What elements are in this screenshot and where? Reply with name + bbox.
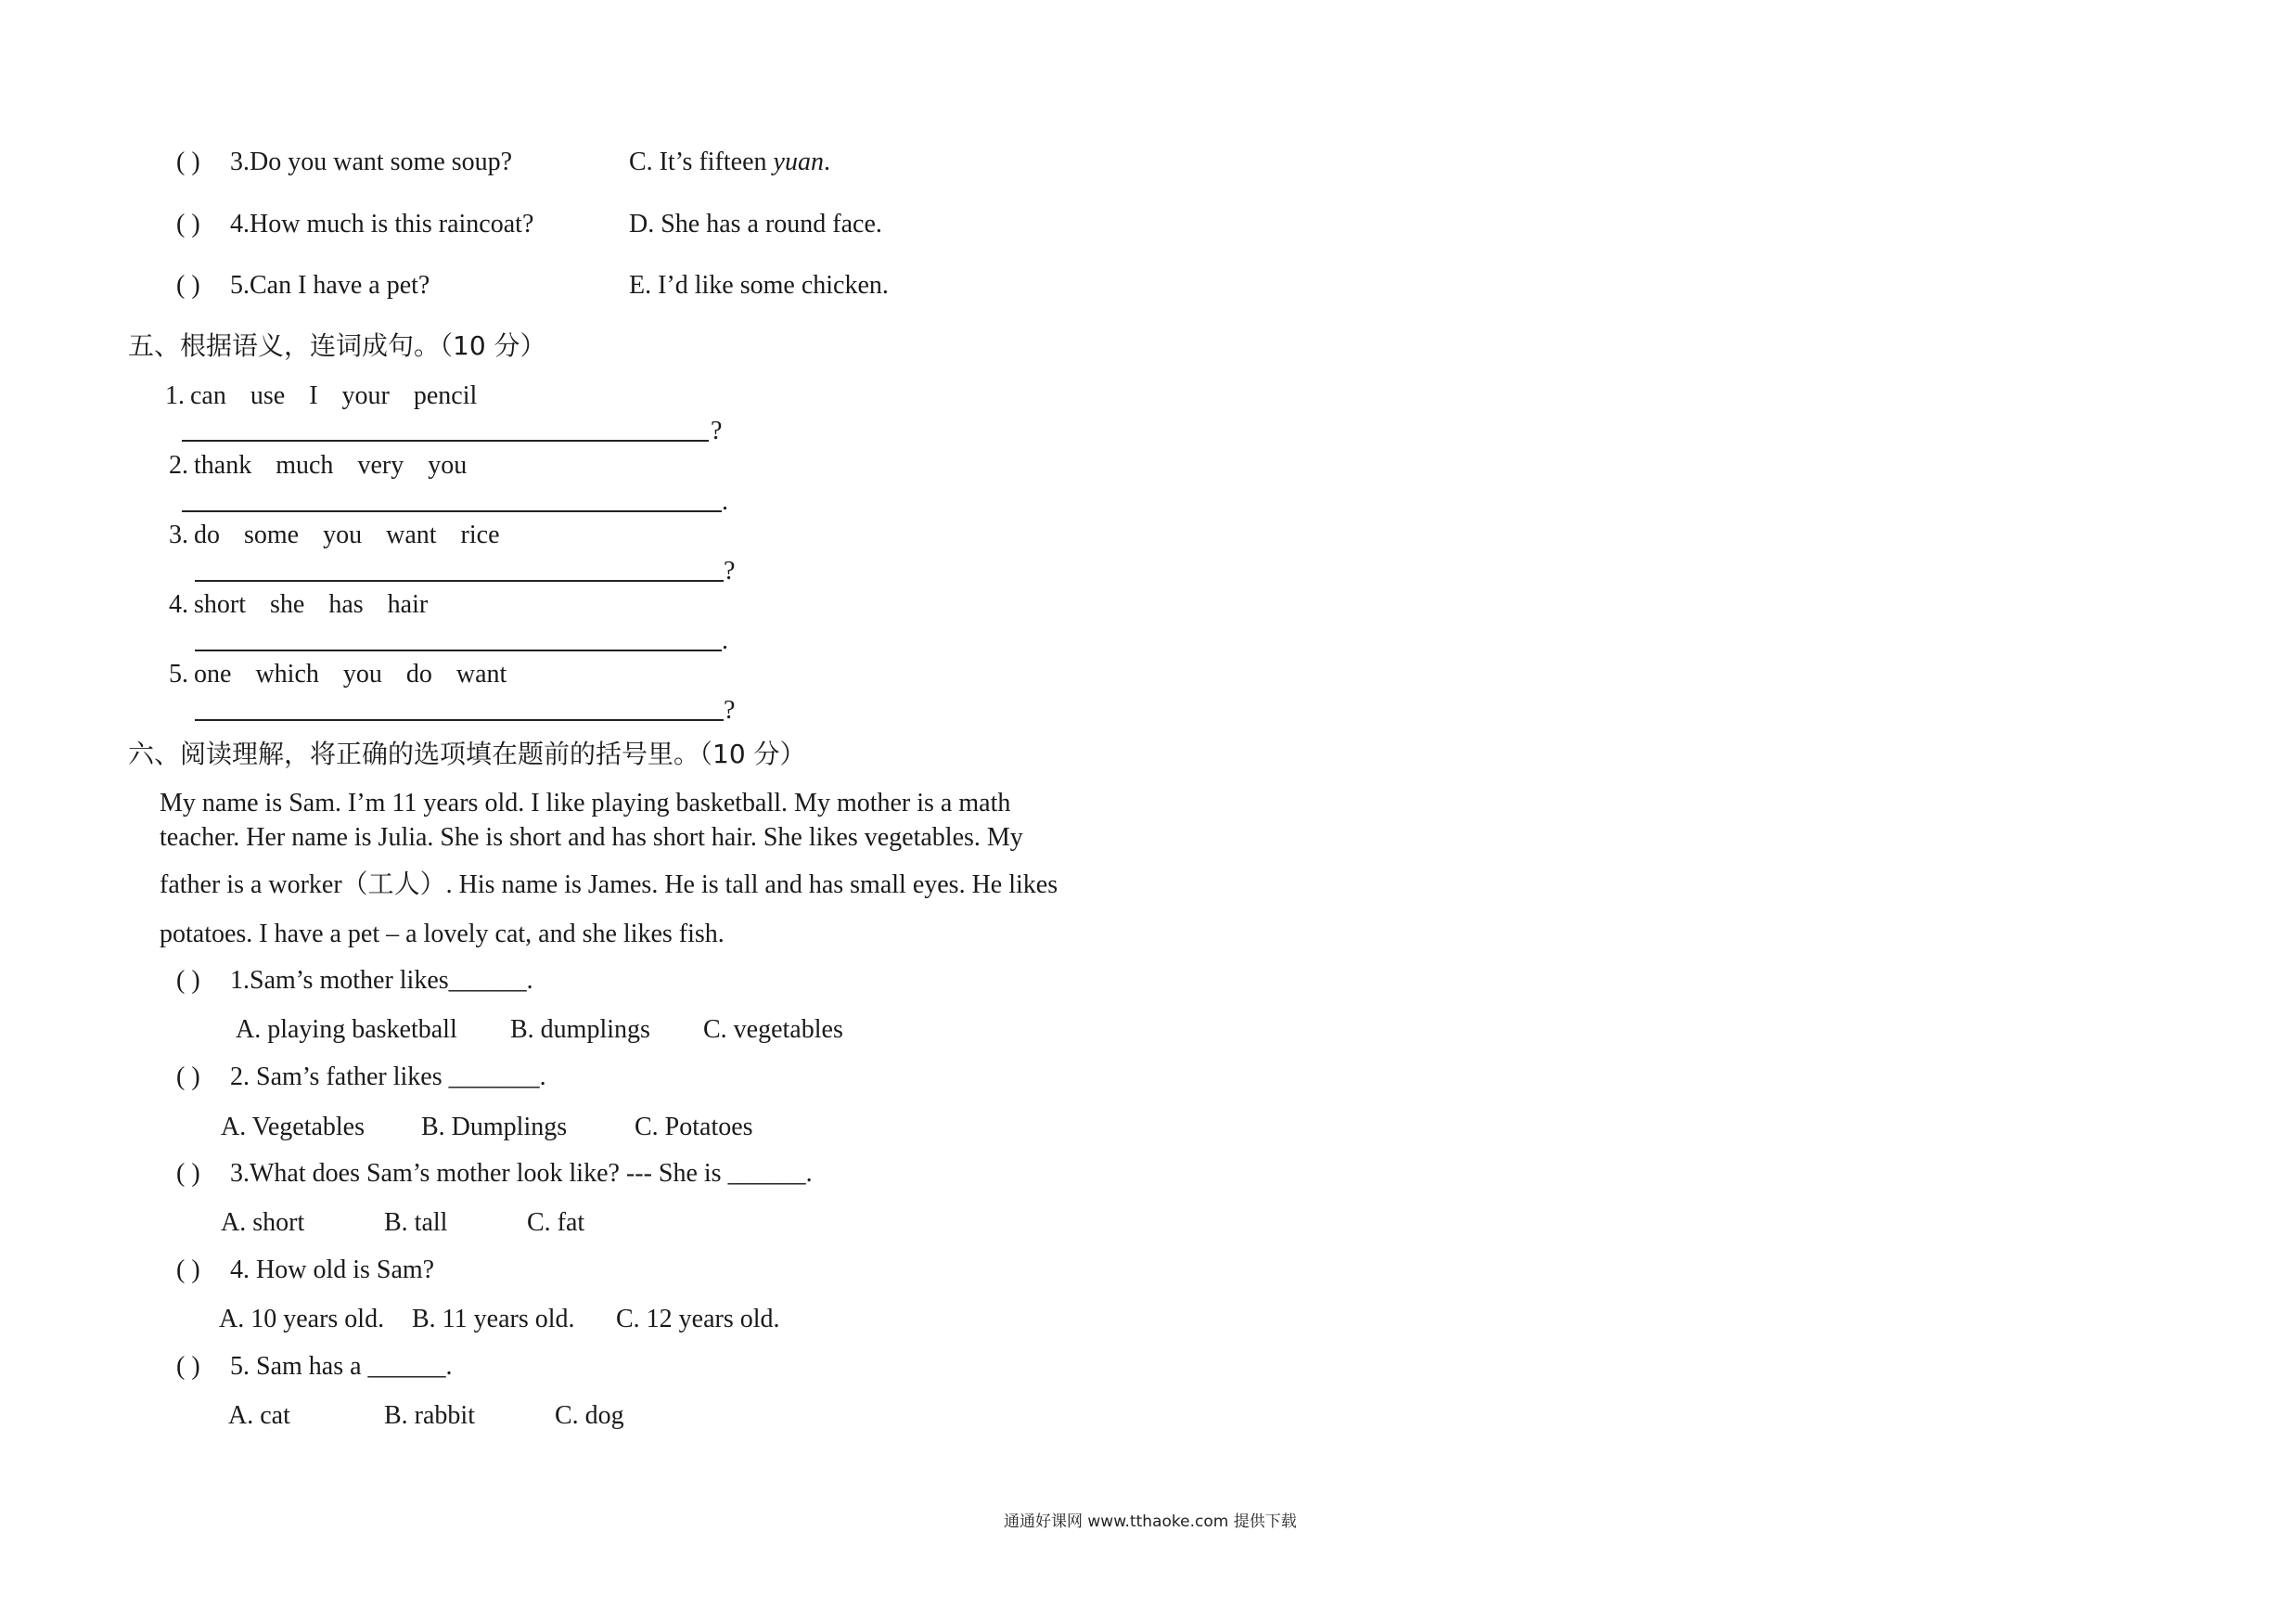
question-paren[interactable]: ( ) bbox=[176, 1062, 200, 1091]
question-text: 3.What does Sam’s mother look like? --- She is ______. bbox=[230, 1159, 813, 1188]
option-c[interactable]: C. dog bbox=[555, 1401, 624, 1430]
question-text: 1.Sam’s mother likes______. bbox=[230, 966, 533, 995]
matching-answer: D. She has a round face. bbox=[629, 210, 882, 238]
matching-answer: C. It’s fifteen yuan. bbox=[629, 148, 830, 176]
sentence-item-4: 4. short she has hair bbox=[169, 590, 429, 619]
matching-question: 3.Do you want some soup? bbox=[230, 148, 513, 176]
matching-answer: E. I’d like some chicken. bbox=[629, 271, 889, 300]
option-c[interactable]: C. Potatoes bbox=[635, 1113, 753, 1141]
option-a[interactable]: A. Vegetables bbox=[221, 1113, 365, 1141]
option-b[interactable]: B. rabbit bbox=[384, 1401, 475, 1430]
option-a[interactable]: A. playing basketball bbox=[236, 1015, 457, 1044]
option-c[interactable]: C. 12 years old. bbox=[616, 1305, 780, 1333]
passage-line: My name is Sam. I’m 11 years old. I like playing basketball. My mother is a math bbox=[160, 789, 1011, 817]
matching-paren[interactable]: ( ) bbox=[176, 148, 200, 176]
option-c[interactable]: C. fat bbox=[527, 1208, 585, 1237]
answer-end-4: . bbox=[722, 626, 728, 655]
section-5-title: 五、根据语义，连词成句。（10 分） bbox=[128, 330, 546, 361]
option-a[interactable]: A. short bbox=[221, 1208, 305, 1237]
option-a[interactable]: A. 10 years old. bbox=[219, 1305, 385, 1333]
question-text: 4. How old is Sam? bbox=[230, 1255, 435, 1284]
question-text: 5. Sam has a ______. bbox=[230, 1352, 453, 1381]
page-footer: 通通好课网 www.tthaoke.com 提供下载 bbox=[1004, 1513, 1297, 1531]
answer-line-1[interactable] bbox=[182, 440, 709, 442]
option-b[interactable]: B. Dumplings bbox=[421, 1113, 568, 1141]
sentence-item-5: 5. one which you do want bbox=[169, 660, 507, 689]
sentence-item-1: 1. can use I your pencil bbox=[165, 381, 478, 410]
matching-question: 4.How much is this raincoat? bbox=[230, 210, 534, 238]
answer-line-4[interactable] bbox=[195, 650, 722, 651]
question-text: 2. Sam’s father likes _______. bbox=[230, 1062, 546, 1091]
option-c[interactable]: C. vegetables bbox=[703, 1015, 843, 1044]
sentence-item-2: 2. thank much very you bbox=[169, 451, 468, 480]
answer-end-3: ? bbox=[724, 557, 736, 586]
matching-paren[interactable]: ( ) bbox=[176, 271, 200, 300]
answer-line-2[interactable] bbox=[182, 510, 722, 512]
answer-end-1: ? bbox=[711, 417, 723, 445]
sentence-item-3: 3. do some you want rice bbox=[169, 521, 500, 549]
matching-paren[interactable]: ( ) bbox=[176, 210, 200, 238]
passage-line: potatoes. I have a pet – a lovely cat, and she likes fish. bbox=[160, 920, 725, 948]
section-6-title: 六、阅读理解，将正确的选项填在题前的括号里。（10 分） bbox=[128, 739, 806, 769]
answer-line-3[interactable] bbox=[195, 580, 724, 582]
matching-question: 5.Can I have a pet? bbox=[230, 271, 430, 300]
question-paren[interactable]: ( ) bbox=[176, 1352, 200, 1381]
answer-end-2: . bbox=[722, 487, 728, 516]
option-b[interactable]: B. 11 years old. bbox=[412, 1305, 575, 1333]
passage-line: teacher. Her name is Julia. She is short and has short hair. She likes vegetables. My bbox=[160, 823, 1023, 852]
answer-line-5[interactable] bbox=[195, 719, 724, 721]
question-paren[interactable]: ( ) bbox=[176, 1255, 200, 1284]
option-a[interactable]: A. cat bbox=[228, 1401, 290, 1430]
question-paren[interactable]: ( ) bbox=[176, 1159, 200, 1188]
answer-end-5: ? bbox=[724, 696, 736, 725]
passage-line: father is a worker（工人）. His name is James. He is tall and has small eyes. He likes bbox=[160, 870, 1058, 899]
question-paren[interactable]: ( ) bbox=[176, 966, 200, 995]
option-b[interactable]: B. dumplings bbox=[510, 1015, 650, 1044]
option-b[interactable]: B. tall bbox=[384, 1208, 448, 1237]
